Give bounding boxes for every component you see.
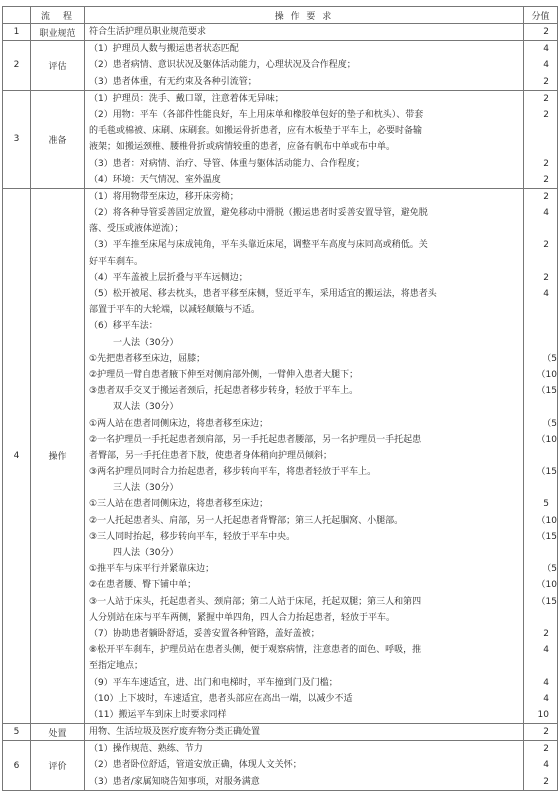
row-index: 3 (3, 90, 31, 188)
row-score (524, 188, 558, 723)
step-line: （3）患者：对病情、治疗、导管、体重与躯体活动能力、合作程度； (89, 158, 365, 169)
row-score (524, 41, 558, 91)
step-line: ①两人站在患者同侧床边，将患者移至床边； (89, 418, 269, 429)
row-score (524, 741, 558, 791)
score-value (524, 139, 557, 155)
score-value: 2 (543, 272, 549, 283)
step-line: （11）搬运平车到床上时要求同样 (89, 709, 227, 720)
step-line: （3）患者/家属知晓告知事项，对服务满意 (89, 776, 260, 787)
step-line: 四人法（30分） (113, 548, 179, 558)
score-value: 4 (543, 677, 549, 688)
row-steps (85, 741, 524, 791)
score-value (524, 335, 557, 351)
row-index: 5 (3, 724, 31, 741)
row-flow: 处置 (31, 724, 85, 741)
step-line: ③患者双手交叉于搬运者颈后，托起患者移步转身，轻放于平车上。 (89, 386, 359, 397)
header-score: 分值 (524, 7, 558, 24)
score-value: （10 (536, 580, 557, 591)
step-line: 符合生活护理员职业规范要求 (89, 27, 207, 37)
step-line: 用物、生活垃圾及医疗废弃物分类正确处置 (89, 727, 261, 738)
table-row (3, 188, 558, 723)
table-row (3, 90, 558, 188)
operation-standard-table (2, 6, 558, 791)
row-index: 6 (3, 741, 31, 791)
step-line: 一人法（30分） (113, 337, 179, 348)
score-value: 4 (543, 208, 549, 219)
score-value: （10 (536, 515, 557, 526)
table-row (3, 741, 558, 791)
step-line: ①三人站在患者同侧床边，将患者移至床边； (89, 499, 269, 510)
row-index: 1 (3, 24, 31, 41)
row-score (524, 24, 558, 41)
step-line: ①推平车与床平行并紧靠床边； (89, 564, 215, 575)
row-steps (85, 90, 524, 188)
table-header-row (3, 7, 558, 24)
step-line: （2）患者病情、意识状况及躯体活动能力，心理状况及合作程度； (89, 60, 356, 71)
row-score (524, 90, 558, 188)
score-value: 2 (543, 158, 549, 169)
score-value: 2 (543, 27, 549, 37)
step-line: 部置于平车的大轮端，以减轻颠簸与不适。 (89, 305, 261, 316)
step-line: ③三人同时抬起，移步转向平车，轻放于平车中央。 (89, 531, 296, 542)
header-steps: 操 作 要 求 (85, 7, 524, 24)
row-flow: 评估 (31, 41, 85, 91)
step-line: 液架；如搬运颈椎、腰椎骨折或病情较重的患者，应备有帆布中单或布中单。 (89, 142, 396, 153)
row-index: 2 (3, 41, 31, 91)
score-value: 5 (543, 499, 549, 510)
score-value: 2 (543, 727, 549, 738)
score-value: （5 (542, 564, 557, 575)
step-line: （7）协助患者躺卧舒适，妥善安置各种管路，盖好盖被； (89, 628, 320, 639)
row-flow: 操作 (31, 188, 85, 723)
score-value: 4 (543, 60, 549, 71)
score-value: 2 (543, 174, 549, 185)
step-line: ②一名护理员一手托起患者颈肩部，另一手托起患者腰部，另一名护理员一手托起患 (89, 434, 422, 445)
score-value: 10 (537, 709, 549, 720)
step-line: （1）护理员人数与搬运患者状态匹配 (89, 44, 239, 55)
step-line: （9）平车车速适宜，进、出门和电梯时，平车撞到门及门槛； (89, 677, 338, 688)
row-steps (85, 41, 524, 91)
step-line: 者臀部，另一手托住患者下肢，使患者身体稍向护理员倾斜； (89, 450, 333, 461)
step-line: （6）移平车法： (89, 321, 158, 332)
step-line: ⑧松开平车刹车，护理员站在患者头侧，便于观察病情，注意患者的面色、呼吸，推 (89, 645, 422, 656)
step-line: （2）用物：平车（各部件性能良好，车上用床单和橡胶单包好的垫子和枕头）、带套 (89, 109, 424, 120)
row-index: 4 (3, 188, 31, 723)
score-value: （5 (542, 353, 557, 364)
score-value: 2 (543, 744, 549, 755)
score-value (524, 480, 557, 496)
step-line: （10）上下坡时，车速适宜，患者头部应在高出一端，以减少不适 (89, 693, 353, 704)
score-value: 2 (543, 109, 549, 120)
score-value: （15 (536, 386, 557, 397)
step-line: 双人法（30分） (113, 402, 179, 413)
score-value: （15 (536, 596, 557, 607)
step-line: ②一人托起患者头、肩部，另一人托起患者背臀部；第三人托起腘窝、小腿部。 (89, 515, 404, 526)
score-value: 4 (543, 760, 549, 771)
step-line: 三人法（30分） (113, 483, 179, 494)
score-value: 2 (543, 776, 549, 787)
row-score (524, 724, 558, 741)
row-steps (85, 724, 524, 741)
header-flow: 流 程 (31, 7, 85, 24)
score-value: （10 (536, 369, 557, 380)
score-value (524, 610, 557, 626)
step-line: （4）环境：天气情况、室外温度 (89, 174, 221, 185)
step-line: ①先把患者移至床边，屈膝； (89, 353, 206, 364)
table-body (3, 24, 558, 791)
score-value (524, 302, 557, 318)
step-line: （3）平车推至床尾与床成钝角，平车头靠近床尾，调整平车高度与床同高或稍低。关 (89, 240, 428, 251)
score-value (524, 448, 557, 464)
step-line: 至指定地点； (89, 661, 144, 672)
row-steps (85, 24, 524, 41)
row-flow: 评价 (31, 741, 85, 791)
score-value (524, 545, 557, 561)
score-value (524, 658, 557, 674)
step-line: 好平车刹车。 (89, 256, 144, 267)
step-line: ③两名护理员同时合力抬起患者，移步转向平车，将患者轻放于平车上。 (89, 467, 377, 478)
step-line: 人分别站在床与平车两侧，紧握中单四角，四人合力抬起患者，轻放于平车。 (89, 612, 396, 623)
step-line: （1）操作规范、熟练、节力 (89, 744, 203, 755)
score-value: 2 (543, 628, 549, 639)
step-line: （3）患者体重，有无约束及各种引流管； (89, 76, 257, 87)
score-value (524, 318, 557, 334)
row-flow: 职业规范 (31, 24, 85, 41)
header-index (3, 7, 31, 24)
step-line: ③一人站于床头，托起患者头、颈肩部；第二人站于床尾，托起双腿；第三人和第四 (89, 596, 422, 607)
score-value: 2 (543, 191, 549, 202)
score-value (524, 254, 557, 270)
step-line: （4）平车盖被上层折叠与平车远侧边； (89, 272, 248, 283)
step-line: （1）护理员：洗手、戴口罩，注意着体无异味； (89, 93, 284, 104)
row-steps (85, 188, 524, 723)
step-line: （2）将各种导管妥善固定放置，避免移动中滑脱（搬运患者时妥善安置导管，避免脱 (89, 208, 428, 219)
table-row (3, 24, 558, 41)
step-line: （1）将用物带至床边，移开床旁椅； (89, 191, 239, 202)
score-value: 2 (543, 93, 549, 104)
row-flow: 准备 (31, 90, 85, 188)
step-line: 落、受压或液体逆流）； (89, 224, 184, 235)
step-line: 的毛毯或棉被、床刷、床刷套。如搬运骨折患者，应有木板垫于平车上，必要时备输 (89, 126, 423, 137)
step-line: ②护理员一臂自患者腋下伸至对侧肩部外侧，一臂伸入患者大腿下； (89, 369, 359, 380)
score-value (524, 399, 557, 415)
table-row (3, 41, 558, 91)
score-value: （15 (536, 467, 557, 478)
step-line: ②在患者腰、臀下铺中单； (89, 580, 197, 591)
step-line: （5）松开被尾、移去枕头，患者平移至床侧，竖近平车，采用适宜的搬运法，将患者头 (89, 289, 437, 299)
score-value: 2 (543, 240, 549, 251)
score-value: 2 (543, 76, 549, 87)
score-value: （15 (536, 531, 557, 542)
score-value: 4 (543, 289, 549, 299)
score-value: 4 (543, 44, 549, 55)
score-value (524, 123, 557, 139)
score-value (524, 221, 557, 237)
step-line: （2）患者卧位舒适，管道安放正确，体现人文关怀； (89, 760, 302, 771)
score-value: （10 (536, 434, 557, 445)
score-value: 4 (543, 693, 549, 704)
score-value: 4 (543, 645, 549, 656)
table-row (3, 724, 558, 741)
score-value: （5 (542, 418, 557, 429)
